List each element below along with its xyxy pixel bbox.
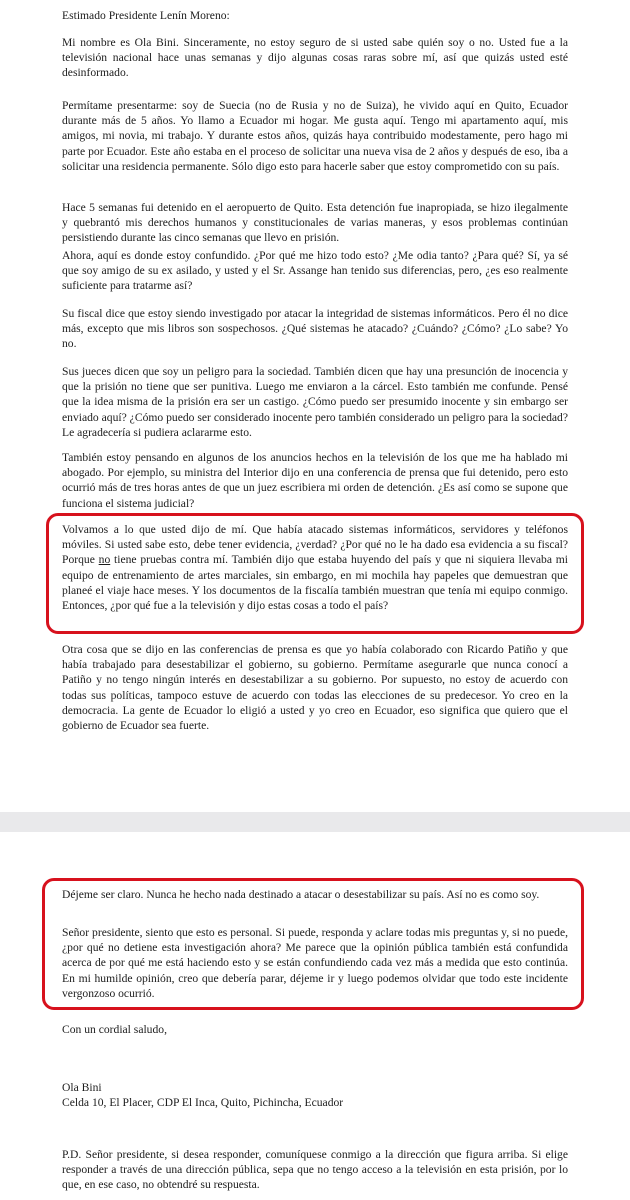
underlined-word: no: [98, 553, 111, 567]
postscript: P.D. Señor presidente, si desea responder, comuníquese conmigo a la dirección que figura arriba. Si elige responder a través de una dirección pública, sepa que no tengo acceso a la televisión en esta prisión, por lo que, en ese caso, no obtendré su respuesta.: [62, 1148, 568, 1192]
signature-address: Celda 10, El Placer, CDP El Inca, Quito, Pichincha, Ecuador: [62, 1096, 344, 1109]
signature-name: Ola Bini: [62, 1081, 102, 1094]
accusations-text-part-1: Volvamos a lo que usted dijo de mí. Que había atacado sistemas informáticos, servidores y teléfonos móviles. Si usted sabe esto, debe tener evidencia, ¿verdad? ¿Por qué no le ha dado esa evidencia a su fiscal? Porque: [62, 523, 568, 567]
letter-page-2: [0, 832, 630, 1200]
paragraph-judges: Sus jueces dicen que soy un peligro para la sociedad. También dicen que hay una presunción de inocencia y que la prisión no tiene que ser punitiva. Luego me enviaron a la cárcel. Esto también me confunde. Pensé que la idea misma de la prisión era ser un castigo. ¿Cómo puedo ser presumido inocente y sin embargo ser enviado aquí? ¿Cómo puedo ser considerado inocente pero también considerado un peligro para la sociedad? Le agradecería si pudiera aclararme esto.: [62, 365, 568, 439]
paragraph-confusion: Ahora, aquí es donde estoy confundido. ¿Por qué me hizo todo esto? ¿Me odia tanto? ¿Para qué? Sí, ya sé que soy amigo de su ex asilado, y usted y el Sr. Assange han tenido sus diferencias, pero, ¿es eso realmente suficiente para tratarme así?: [62, 249, 568, 293]
paragraph-be-clear: Déjeme ser claro. Nunca he hecho nada destinado a atacar o desestabilizar su país. Así no es como soy.: [62, 888, 540, 901]
accusations-text-part-2: tiene pruebas contra mí. También dijo que estaba huyendo del país y que ni siquiera llevaba mi equipo de entrenamiento de artes marciales, sin embargo, en mi mochila hay papeles que demuestran que planeé el viaje hace meses. Y los documentos de la fiscalía también muestran que tenía mi equipo conmigo. Entonces, ¿por qué fue a la televisión y dijo estas cosas a todo el país?: [62, 553, 568, 613]
paragraph-accusations: [62, 522, 568, 613]
paragraph-introduction: Mi nombre es Ola Bini. Sinceramente, no estoy seguro de si usted sabe quién soy o no. Usted fue a la televisión nacional hace unas semanas y dijo algunas cosas raras sobre mí, así que quizás usted esté desinformado.: [62, 36, 568, 80]
paragraph-patino: Otra cosa que se dijo en las conferencias de prensa es que yo había colaborado con Ricardo Patiño y que había trabajado para desestabilizar el gobierno, su gobierno. Permítame asegurarle que nunca conocí a Patiño y no tengo ningún interés en desestabilizar a su gobierno. Por supuesto, no estoy de acuerdo con todas sus políticas, tampoco estuve de acuerdo con todas las elecciones de su predecesor. Yo creo en la democracia. La gente de Ecuador lo eligió a usted y yo creo en Ecuador, eso significa que quiero que el gobierno de Ecuador sea fuerte.: [62, 643, 568, 733]
paragraph-prosecutor: Su fiscal dice que estoy siendo investigado por atacar la integridad de sistemas informáticos. Pero él no dice más, excepto que mis libros son sospechosos. ¿Qué sistemas he atacado? ¿Cuándo? ¿Cómo? ¿Lo sabe? Yo no.: [62, 307, 568, 351]
paragraph-tv-announcements: También estoy pensando en algunos de los anuncios hechos en la televisión de los que me ha hablado mi abogado. Por ejemplo, su ministra del Interior dijo en una conferencia de prensa que fui detenido, pero esto ocurrió más de tres horas antes de que un juez escribiera mi orden de detención. ¿Es así como se supone que funciona el sistema judicial?: [62, 451, 568, 510]
salutation: Estimado Presidente Lenín Moreno:: [62, 9, 230, 22]
sign-off: Con un cordial saludo,: [62, 1023, 167, 1036]
paragraph-personal-plea: Señor presidente, siento que esto es personal. Si puede, responda y aclare todas mis preguntas y, si no puede, ¿por qué no detiene esta investigación ahora? Me parece que la opinión pública también está confundida acerca de por qué me está haciendo esto y se están confundiendo cada vez más a medida que esto continúa. En mi humilde opinión, creo que debería parar, déjeme ir y luego podemos olvidar que todo este incidente vergonzoso ocurrió.: [62, 926, 568, 1000]
paragraph-detention: Hace 5 semanas fui detenido en el aeropuerto de Quito. Esta detención fue inapropiada, se hizo ilegalmente y quebrantó mis derechos humanos y constitucionales de varias maneras, y esos problemas continúan persistiendo durante las cinco semanas que llevo en prisión.: [62, 201, 568, 245]
paragraph-self-presentation: Permítame presentarme: soy de Suecia (no de Rusia y no de Suiza), he vivido aquí en Quito, Ecuador durante más de 5 años. Yo llamo a Ecuador mi hogar. Me gusta aquí. Tengo mi apartamento aquí, mis amigos, mi novia, mi trabajo. Y durante estos años, quizás haya contribuido modestamente, pero hago mi parte por Ecuador. Este año estaba en el proceso de solicitar una nueva visa de 2 años y después de eso, iba a solicitar una residencia permanente. Sólo digo esto para hacerle saber que estoy comprometido con su país.: [62, 99, 568, 173]
